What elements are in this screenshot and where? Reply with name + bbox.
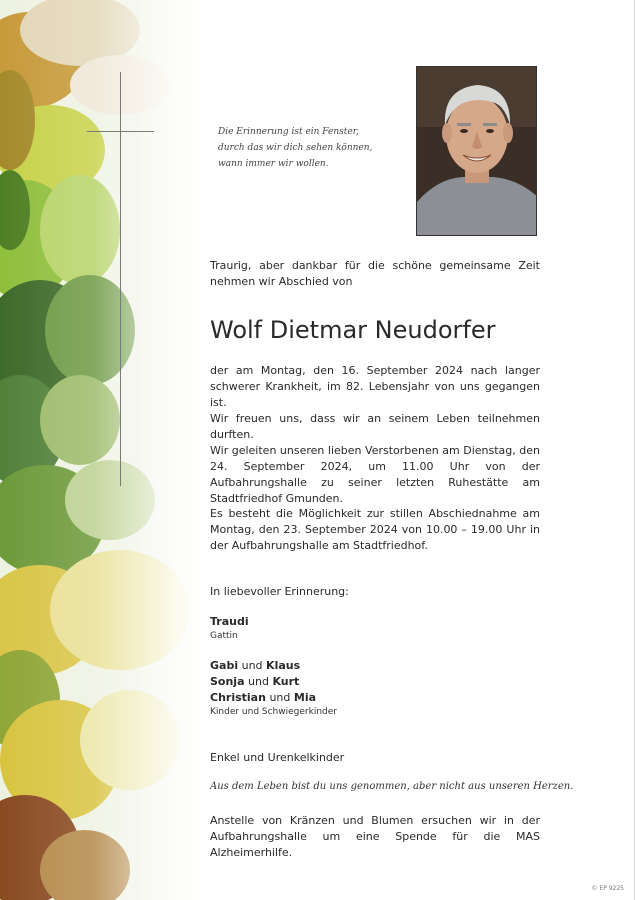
portrait-illustration bbox=[417, 67, 537, 236]
couple-joiner: und bbox=[248, 675, 269, 688]
couple-line bbox=[210, 658, 540, 674]
cross-vertical-line bbox=[120, 72, 121, 486]
grandchildren-text: Enkel und Urenkelkinder bbox=[210, 751, 345, 764]
spouse-role: Gattin bbox=[210, 631, 238, 641]
footer-code: © EP 9225 bbox=[591, 885, 624, 892]
paragraph-text: Es besteht die Möglichkeit zur stillen Abschiednahme am Montag, den 23. September 2024 von 10.00 – 19.00 Uhr in der Aufbahrungshalle am Stadtfriedhof. bbox=[210, 507, 540, 552]
quote-line: wann immer wir wollen. bbox=[218, 159, 329, 169]
paragraph-text: Wir freuen uns, dass wir an seinem Leben teilnehmen durften. bbox=[210, 412, 540, 441]
donation-note: Anstelle von Kränzen und Blumen ersuchen wir in der Aufbahrungshalle um eine Spende für die MAS Alzheimerhilfe. bbox=[210, 814, 540, 859]
gratitude-paragraph bbox=[210, 411, 540, 443]
remembrance-heading-block bbox=[210, 584, 540, 600]
children-role: Kinder und Schwiegerkinder bbox=[210, 707, 337, 717]
spouse-name: Traudi bbox=[210, 615, 249, 628]
remembrance-heading: In liebevoller Erinnerung: bbox=[210, 585, 349, 598]
couple-second: Mia bbox=[293, 691, 317, 704]
paragraph-text: Wir geleiten unseren lieben Verstorbenen am Dienstag, den 24. September 2024, um 11.00 Uhr von der Aufbahrungshalle zu seiner letzten Ruhestätte am Stadtfriedhof Gmunden. bbox=[210, 444, 540, 505]
couple-line bbox=[210, 690, 540, 706]
deceased-name: Wolf Dietmar Neudorfer bbox=[210, 316, 496, 344]
funeral-paragraph bbox=[210, 443, 540, 507]
intro-text: Traurig, aber dankbar für die schöne gemeinsame Zeit nehmen wir Abschied von bbox=[210, 259, 540, 288]
children-block bbox=[210, 658, 540, 719]
donation-block bbox=[210, 813, 540, 861]
couple-second: Klaus bbox=[266, 659, 301, 672]
grandchildren-block bbox=[210, 750, 540, 766]
closing-quote: Aus dem Leben bist du uns genommen, aber nicht aus unseren Herzen. bbox=[210, 781, 574, 792]
right-border bbox=[634, 0, 635, 900]
couple-second: Kurt bbox=[272, 675, 300, 688]
intro-text-block bbox=[210, 258, 540, 290]
couple-joiner: und bbox=[269, 691, 291, 704]
quote-line: durch das wir dich sehen können, bbox=[218, 143, 373, 153]
couple-line bbox=[210, 674, 540, 690]
memorial-quote bbox=[218, 124, 398, 172]
couple-joiner: und bbox=[241, 659, 263, 672]
quote-line: Die Erinnerung ist ein Fenster, bbox=[218, 127, 359, 137]
viewing-paragraph bbox=[210, 506, 540, 554]
portrait-photo bbox=[416, 66, 537, 236]
couple-first: Sonja bbox=[210, 675, 245, 688]
death-notice-paragraph bbox=[210, 363, 540, 411]
spouse-block bbox=[210, 614, 540, 643]
couple-first: Christian bbox=[210, 691, 266, 704]
couple-first: Gabi bbox=[210, 659, 239, 672]
leaves-decoration bbox=[0, 0, 210, 900]
cross-horizontal-line bbox=[87, 131, 154, 132]
paragraph-text: der am Montag, den 16. September 2024 nach langer schwerer Krankheit, im 82. Lebensjahr von uns gegangen ist. bbox=[210, 364, 540, 409]
